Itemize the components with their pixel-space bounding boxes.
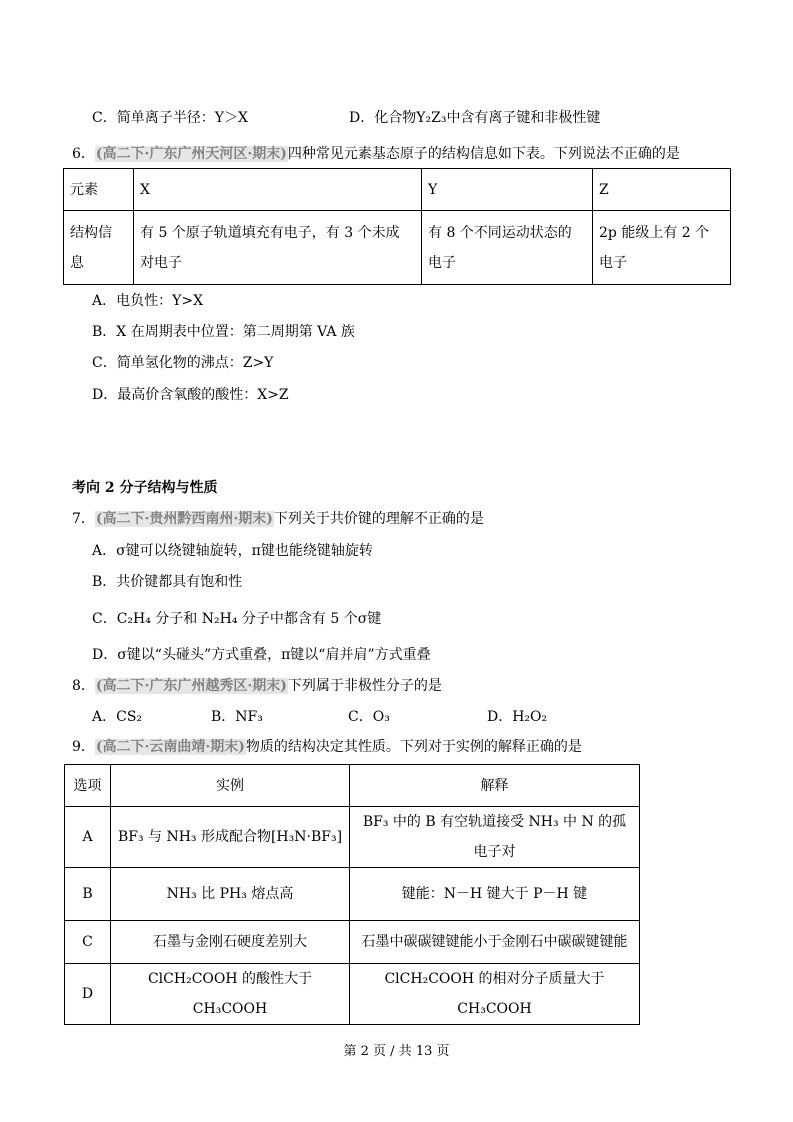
q9-table bbox=[64, 764, 640, 1025]
q9-th-explanation: 解释 bbox=[350, 765, 640, 807]
q8-option-d: D．H₂O₂ bbox=[487, 709, 548, 725]
q6-source-tag: (高二下·广东广州天河区·期末) bbox=[95, 146, 287, 162]
q9-source-tag: (高二下·云南曲靖·期末) bbox=[95, 739, 245, 755]
q8-number: 8． bbox=[72, 678, 95, 694]
q9-cell-example: BF₃ 与 NH₃ 形成配合物[H₃N·BF₃] bbox=[111, 807, 350, 868]
q7-stem bbox=[72, 509, 484, 529]
q9-stem bbox=[72, 737, 582, 757]
q6-cell-z: 2p 能级上有 2 个电子 bbox=[593, 211, 731, 285]
q9-cell-label: C bbox=[65, 921, 111, 964]
q9-question: 物质的结构决定其性质。下列对于实例的解释正确的是 bbox=[245, 739, 582, 755]
q6-option-d: D．最高价含氧酸的酸性：X>Z bbox=[92, 387, 289, 403]
q9-cell-explanation: 石墨中碳碳键键能小于金刚石中碳碳键键能 bbox=[350, 921, 640, 964]
q6-table bbox=[63, 168, 731, 285]
q6-option-c: C．简单氢化物的沸点：Z>Y bbox=[92, 355, 274, 371]
q9-th-option: 选项 bbox=[65, 765, 111, 807]
q7-number: 7． bbox=[72, 511, 95, 527]
q8-stem bbox=[72, 676, 442, 696]
q9-th-example: 实例 bbox=[111, 765, 350, 807]
q6-number: 6． bbox=[72, 146, 95, 162]
q8-question: 下列属于非极性分子的是 bbox=[287, 678, 442, 694]
table-row bbox=[65, 807, 640, 868]
q6-cell-x: 有 5 个原子轨道填充有电子，有 3 个未成对电子 bbox=[134, 211, 422, 285]
q6-option-b: B．X 在周期表中位置：第二周期第 VA 族 bbox=[92, 324, 355, 340]
q6-th-y: Y bbox=[422, 169, 593, 211]
table-row bbox=[65, 868, 640, 921]
q5-option-d-post: 中含有离子键和非极性键 bbox=[446, 110, 601, 126]
table-row bbox=[64, 169, 731, 211]
q7-question: 下列关于共价键的理解不正确的是 bbox=[273, 511, 484, 527]
q9-cell-label: B bbox=[65, 868, 111, 921]
q8-source-tag: (高二下·广东广州越秀区·期末) bbox=[95, 678, 287, 694]
q5-option-d-pre: D．化合物 bbox=[349, 110, 417, 126]
q6-th-z: Z bbox=[593, 169, 731, 211]
q6-question: 四种常见元素基态原子的结构信息如下表。下列说法不正确的是 bbox=[287, 146, 680, 162]
q9-cell-example: ClCH₂COOH 的酸性大于 CH₃COOH bbox=[111, 964, 350, 1025]
q8-option-b: B．NF₃ bbox=[211, 709, 263, 725]
q7-option-d: D．σ键以“头碰头”方式重叠，π键以“肩并肩”方式重叠 bbox=[92, 647, 431, 663]
q8-option-c: C．O₃ bbox=[348, 709, 390, 725]
q8-option-a: A．CS₂ bbox=[92, 709, 143, 725]
q9-cell-example: NH₃ 比 PH₃ 熔点高 bbox=[111, 868, 350, 921]
q9-cell-example: 石墨与金刚石硬度差别大 bbox=[111, 921, 350, 964]
table-row bbox=[65, 765, 640, 807]
q7-option-b: B．共价键都具有饱和性 bbox=[92, 574, 243, 590]
q6-cell-y: 有 8 个不同运动状态的电子 bbox=[422, 211, 593, 285]
table-row bbox=[64, 211, 731, 285]
q6-row-label: 结构信息 bbox=[64, 211, 134, 285]
q5-option-c: C．简单离子半径：Y＞X bbox=[92, 110, 248, 126]
q7-option-a: A．σ键可以绕键轴旋转，π键也能绕键轴旋转 bbox=[92, 543, 373, 559]
q6-th-element: 元素 bbox=[64, 169, 134, 211]
q6-option-a: A．电负性：Y>X bbox=[92, 293, 204, 309]
q9-cell-label: D bbox=[65, 964, 111, 1025]
q5-option-d bbox=[349, 108, 600, 128]
q9-cell-label: A bbox=[65, 807, 111, 868]
q6-th-x: X bbox=[134, 169, 422, 211]
q9-cell-explanation: ClCH₂COOH 的相对分子质量大于 CH₃COOH bbox=[350, 964, 640, 1025]
q9-number: 9． bbox=[72, 739, 95, 755]
section-title: 考向 2 分子结构与性质 bbox=[72, 480, 218, 496]
page-footer: 第 2 页 / 共 13 页 bbox=[343, 1044, 450, 1059]
q6-stem bbox=[72, 144, 680, 164]
q7-option-c: C．C₂H₄ 分子和 N₂H₄ 分子中都含有 5 个σ键 bbox=[92, 611, 382, 627]
q5-option-d-formula: Y₂Z₃ bbox=[416, 110, 447, 126]
table-row bbox=[65, 964, 640, 1025]
table-row bbox=[65, 921, 640, 964]
q9-cell-explanation: BF₃ 中的 B 有空轨道接受 NH₃ 中 N 的孤电子对 bbox=[350, 807, 640, 868]
q9-cell-explanation: 键能：N－H 键大于 P－H 键 bbox=[350, 868, 640, 921]
q7-source-tag: (高二下·贵州黔西南州·期末) bbox=[95, 511, 273, 527]
